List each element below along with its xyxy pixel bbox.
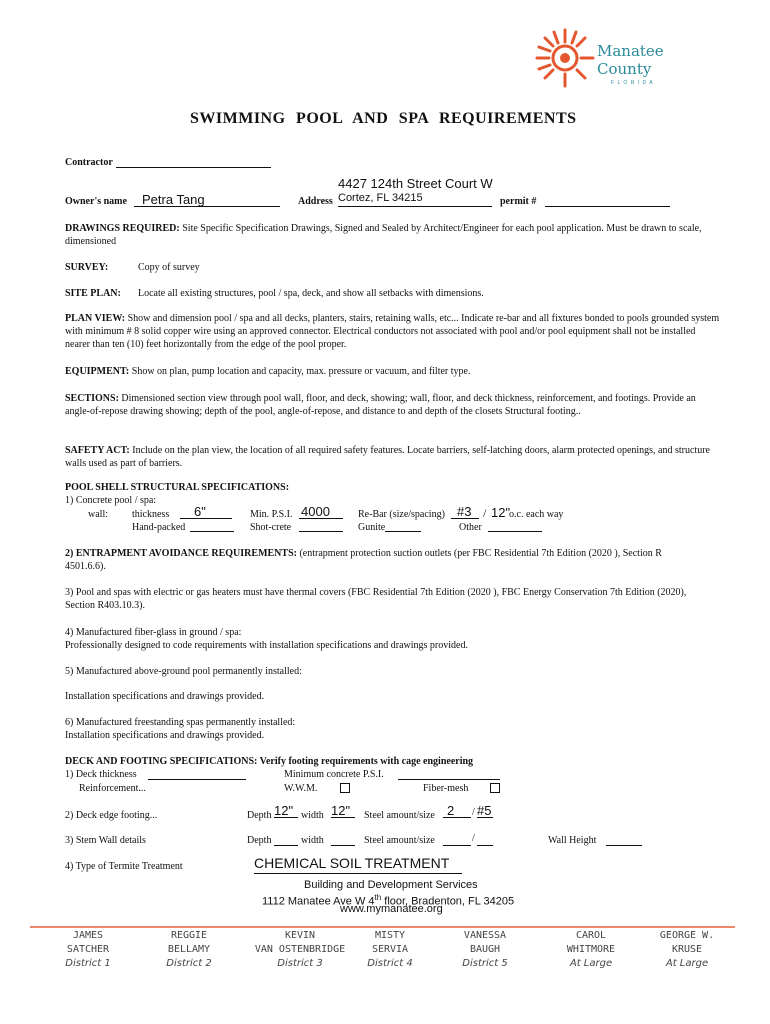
- wall-label: wall:: [88, 509, 108, 520]
- rebar-spacing-value: 12": [491, 505, 511, 520]
- item-3: 3) Pool and spas with electric or gas heaters must have thermal covers (FBC Residential 7th Edition (2020 ), FBC Energy Conservation 7th Edition (2020), Section R403.10.3).: [65, 587, 687, 611]
- edge-width-label: width: [301, 810, 324, 821]
- logo-line2: County: [597, 60, 652, 78]
- item-5b: Installation specifications and drawings provided.: [65, 691, 265, 702]
- edge-depth-value: 12": [274, 803, 294, 818]
- commissioner-4: [347, 929, 433, 971]
- commissioner-6: [548, 929, 634, 971]
- commissioner-district: District 4: [367, 958, 413, 969]
- commissioner-last: BELLAMY: [167, 944, 211, 955]
- footer-divider: [30, 926, 735, 928]
- rebar-suffix: o.c. each way: [509, 509, 564, 520]
- page-title: SWIMMING POOL AND SPA REQUIREMENTS: [190, 110, 577, 127]
- owner-value: Petra Tang: [142, 192, 205, 207]
- edge-steel-amount-field[interactable]: [443, 803, 471, 818]
- stem-steel-size-field[interactable]: [477, 835, 493, 846]
- rebar-label: Re-Bar (size/spacing): [358, 509, 445, 520]
- fiber-mesh-checkbox[interactable]: [490, 783, 500, 793]
- logo-line3: F L O R I D A: [611, 80, 654, 86]
- thickness-field[interactable]: [180, 504, 232, 519]
- equipment-label: EQUIPMENT:: [65, 366, 130, 377]
- min-psi-value: 4000: [301, 504, 330, 519]
- deck-thickness-field[interactable]: [148, 769, 246, 780]
- edge-depth-label: Depth: [247, 810, 272, 821]
- owner-field[interactable]: [134, 192, 280, 207]
- rebar-size-field[interactable]: [451, 504, 479, 519]
- drawings-required: [65, 222, 715, 248]
- commissioner-district: District 1: [65, 958, 111, 969]
- commissioner-1: [45, 929, 131, 971]
- pool-shell-item1: 1) Concrete pool / spa:: [65, 495, 157, 506]
- commissioner-first: GEORGE W.: [659, 930, 715, 941]
- survey-label: SURVEY:: [65, 262, 109, 273]
- office-line1: Building and Development Services: [304, 879, 478, 891]
- commissioner-last: BAUGH: [469, 944, 501, 955]
- contractor-field[interactable]: [116, 156, 271, 168]
- stem-steel-slash: /: [472, 833, 475, 844]
- safety-act: [65, 444, 715, 470]
- plan-view-label: PLAN VIEW:: [65, 313, 126, 324]
- commissioner-district: District 5: [462, 958, 508, 969]
- commissioner-first: MISTY: [374, 930, 406, 941]
- commissioner-first: VANESSA: [463, 930, 507, 941]
- item-4b: Professionally designed to code requirements with installation specifications and drawings provided.: [65, 640, 468, 651]
- address-label: Address: [298, 196, 333, 207]
- edge-steel-amount: 2: [447, 803, 455, 818]
- stem-depth-label: Depth: [247, 835, 272, 846]
- plan-view: [65, 312, 720, 351]
- commissioner-last: VAN OSTENBRIDGE: [254, 944, 346, 955]
- commissioner-district: At Large: [569, 958, 613, 969]
- site-plan-label: SITE PLAN:: [65, 288, 121, 299]
- wwm-label: W.W.M.: [284, 783, 318, 794]
- termite-value: CHEMICAL SOIL TREATMENT: [254, 855, 450, 871]
- item-6a: 6) Manufactured freestanding spas permanently installed:: [65, 717, 296, 728]
- pool-shell-label: POOL SHELL STRUCTURAL SPECIFICATIONS:: [65, 482, 290, 493]
- permit-field[interactable]: [545, 192, 670, 207]
- wall-height-field[interactable]: [606, 835, 642, 846]
- office-line2a: 1112 Manatee Ave W 4: [262, 895, 375, 908]
- commissioner-district: District 3: [277, 958, 323, 969]
- commissioner-district: District 2: [166, 958, 212, 969]
- plan-view-text: Show and dimension pool / spa and all decks, planters, stairs, retaining walls, etc... Indicate re-bar and all fixtures bonded to pools grounded system with minimum # 8 solid copper wire using an approved connector. Electrical conductors not associated with pool and/or pool equipment shall not be installed nearer than ten (10) feet horizontally from the edge of the pool proper.: [65, 313, 720, 350]
- commissioner-last: WHITMORE: [566, 944, 616, 955]
- sections: [65, 392, 705, 418]
- commissioner-first: KEVIN: [284, 930, 316, 941]
- min-psi-label: Min. P.S.I.: [250, 509, 293, 520]
- commissioner-last: SERVIA: [371, 944, 409, 955]
- contractor-label: Contractor: [65, 157, 113, 168]
- shot-crete-field[interactable]: [299, 521, 343, 532]
- entrapment-label: 2) ENTRAPMENT AVOIDANCE REQUIREMENTS:: [65, 548, 297, 559]
- deck-thickness-label: 1) Deck thickness: [65, 769, 137, 780]
- commissioner-first: REGGIE: [170, 930, 208, 941]
- entrapment-text: (entrapment protection suction outlets (per FBC Residential 7th Edition (2020 ), Section R 4501.6.6).: [65, 548, 662, 572]
- other-field[interactable]: [488, 521, 542, 532]
- rebar-slash: /: [483, 506, 487, 520]
- termite-field[interactable]: [254, 855, 462, 874]
- commissioner-first: JAMES: [72, 930, 104, 941]
- permit-label: permit #: [500, 196, 537, 207]
- equipment-text: Show on plan, pump location and capacity, max. pressure or vacuum, and filter type.: [131, 366, 471, 377]
- deck-min-psi-label: Minimum concrete P.S.I.: [284, 769, 384, 780]
- hand-packed-field[interactable]: [190, 521, 234, 532]
- commissioner-2: [146, 929, 232, 971]
- edge-steel-size-field[interactable]: [477, 803, 493, 818]
- shot-crete-label: Shot-crete: [250, 522, 292, 533]
- sections-text: Dimensioned section view through pool wall, floor, and deck, showing; wall, floor, and deck thickness, reinforcement, and footings. Provide an angle-of-repose drawing showing; depth of the pool, angle-of-repose, and distance to and depth of the closets Structural footing..: [65, 393, 696, 417]
- address-line1: 4427 124th Street Court W: [338, 176, 493, 191]
- commissioner-last: KRUSE: [671, 944, 703, 955]
- owner-label: Owner's name: [65, 196, 127, 207]
- office-line2b: floor, Bradenton, FL 34205: [381, 895, 515, 908]
- stem-wall-label: 3) Stem Wall details: [65, 835, 146, 846]
- address-field[interactable]: [338, 192, 492, 207]
- safety-text: Include on the plan view, the location of all required safety features. Locate barriers, self-latching doors, alarm protected openings, and structure walls used as part of barriers.: [65, 445, 710, 469]
- site-plan-text: Locate all existing structures, pool / spa, deck, and show all setbacks with dimensions.: [138, 288, 484, 299]
- drawings-text: Site Specific Specification Drawings, Signed and Sealed by Architect/Engineer for each pool application. Must be drawn to scale, dimensioned: [65, 223, 702, 247]
- rebar-size-value: #3: [457, 504, 472, 519]
- sun-icon: [535, 28, 595, 88]
- logo-line1: Manatee: [597, 42, 664, 60]
- reinforcement-label: Reinforcement...: [79, 783, 146, 794]
- entrapment: [65, 547, 705, 573]
- thickness-value: 6": [194, 504, 206, 519]
- commissioner-5: [442, 929, 528, 971]
- min-psi-field[interactable]: [299, 504, 343, 519]
- termite-label: 4) Type of Termite Treatment: [65, 861, 183, 872]
- thickness-label: thickness: [132, 509, 170, 520]
- commissioner-first: CAROL: [575, 930, 607, 941]
- gunite-label: Gunite: [358, 522, 386, 533]
- edge-depth-field[interactable]: [274, 803, 298, 818]
- stem-width-field[interactable]: [331, 835, 355, 846]
- gunite-field[interactable]: [385, 521, 421, 532]
- item-6b: Installation specifications and drawings provided.: [65, 730, 265, 741]
- stem-depth-field[interactable]: [274, 835, 298, 846]
- county-logo: [535, 26, 675, 96]
- hand-packed-label: Hand-packed: [132, 522, 186, 533]
- item-5a: 5) Manufactured above-ground pool permanently installed:: [65, 666, 302, 677]
- stem-width-label: width: [301, 835, 324, 846]
- equipment: [65, 366, 470, 377]
- office-line2-sup: th: [374, 893, 382, 902]
- fiber-mesh-label: Fiber-mesh: [423, 783, 469, 794]
- stem-steel-label: Steel amount/size: [364, 835, 435, 846]
- stem-steel-amount-field[interactable]: [443, 835, 471, 846]
- edge-steel-label: Steel amount/size: [364, 810, 435, 821]
- commissioner-3: [245, 929, 355, 971]
- safety-label: SAFETY ACT:: [65, 445, 130, 456]
- item-4a: 4) Manufactured fiber-glass in ground / spa:: [65, 627, 242, 638]
- commissioner-last: SATCHER: [66, 944, 110, 955]
- edge-width-value: 12": [331, 803, 351, 818]
- address-line2: Cortez, FL 34215: [338, 192, 423, 204]
- commissioner-7: [644, 929, 730, 971]
- survey-text: Copy of survey: [138, 262, 200, 273]
- drawings-label: DRAWINGS REQUIRED:: [65, 223, 180, 234]
- wwm-checkbox[interactable]: [340, 783, 350, 793]
- commissioner-district: At Large: [665, 958, 709, 969]
- deck-label: DECK AND FOOTING SPECIFICATIONS: Verify footing requirements with cage engineering: [65, 756, 474, 767]
- deck-min-psi-field[interactable]: [398, 769, 500, 780]
- edge-steel-slash: /: [472, 807, 475, 818]
- other-label: Other: [459, 522, 482, 533]
- sections-label: SECTIONS:: [65, 393, 119, 404]
- office-line3[interactable]: www.mymanatee.org: [340, 903, 443, 915]
- edge-steel-size: #5: [477, 803, 492, 818]
- wall-height-label: Wall Height: [548, 835, 597, 846]
- edge-width-field[interactable]: [331, 803, 355, 818]
- edge-footing-label: 2) Deck edge footing...: [65, 810, 158, 821]
